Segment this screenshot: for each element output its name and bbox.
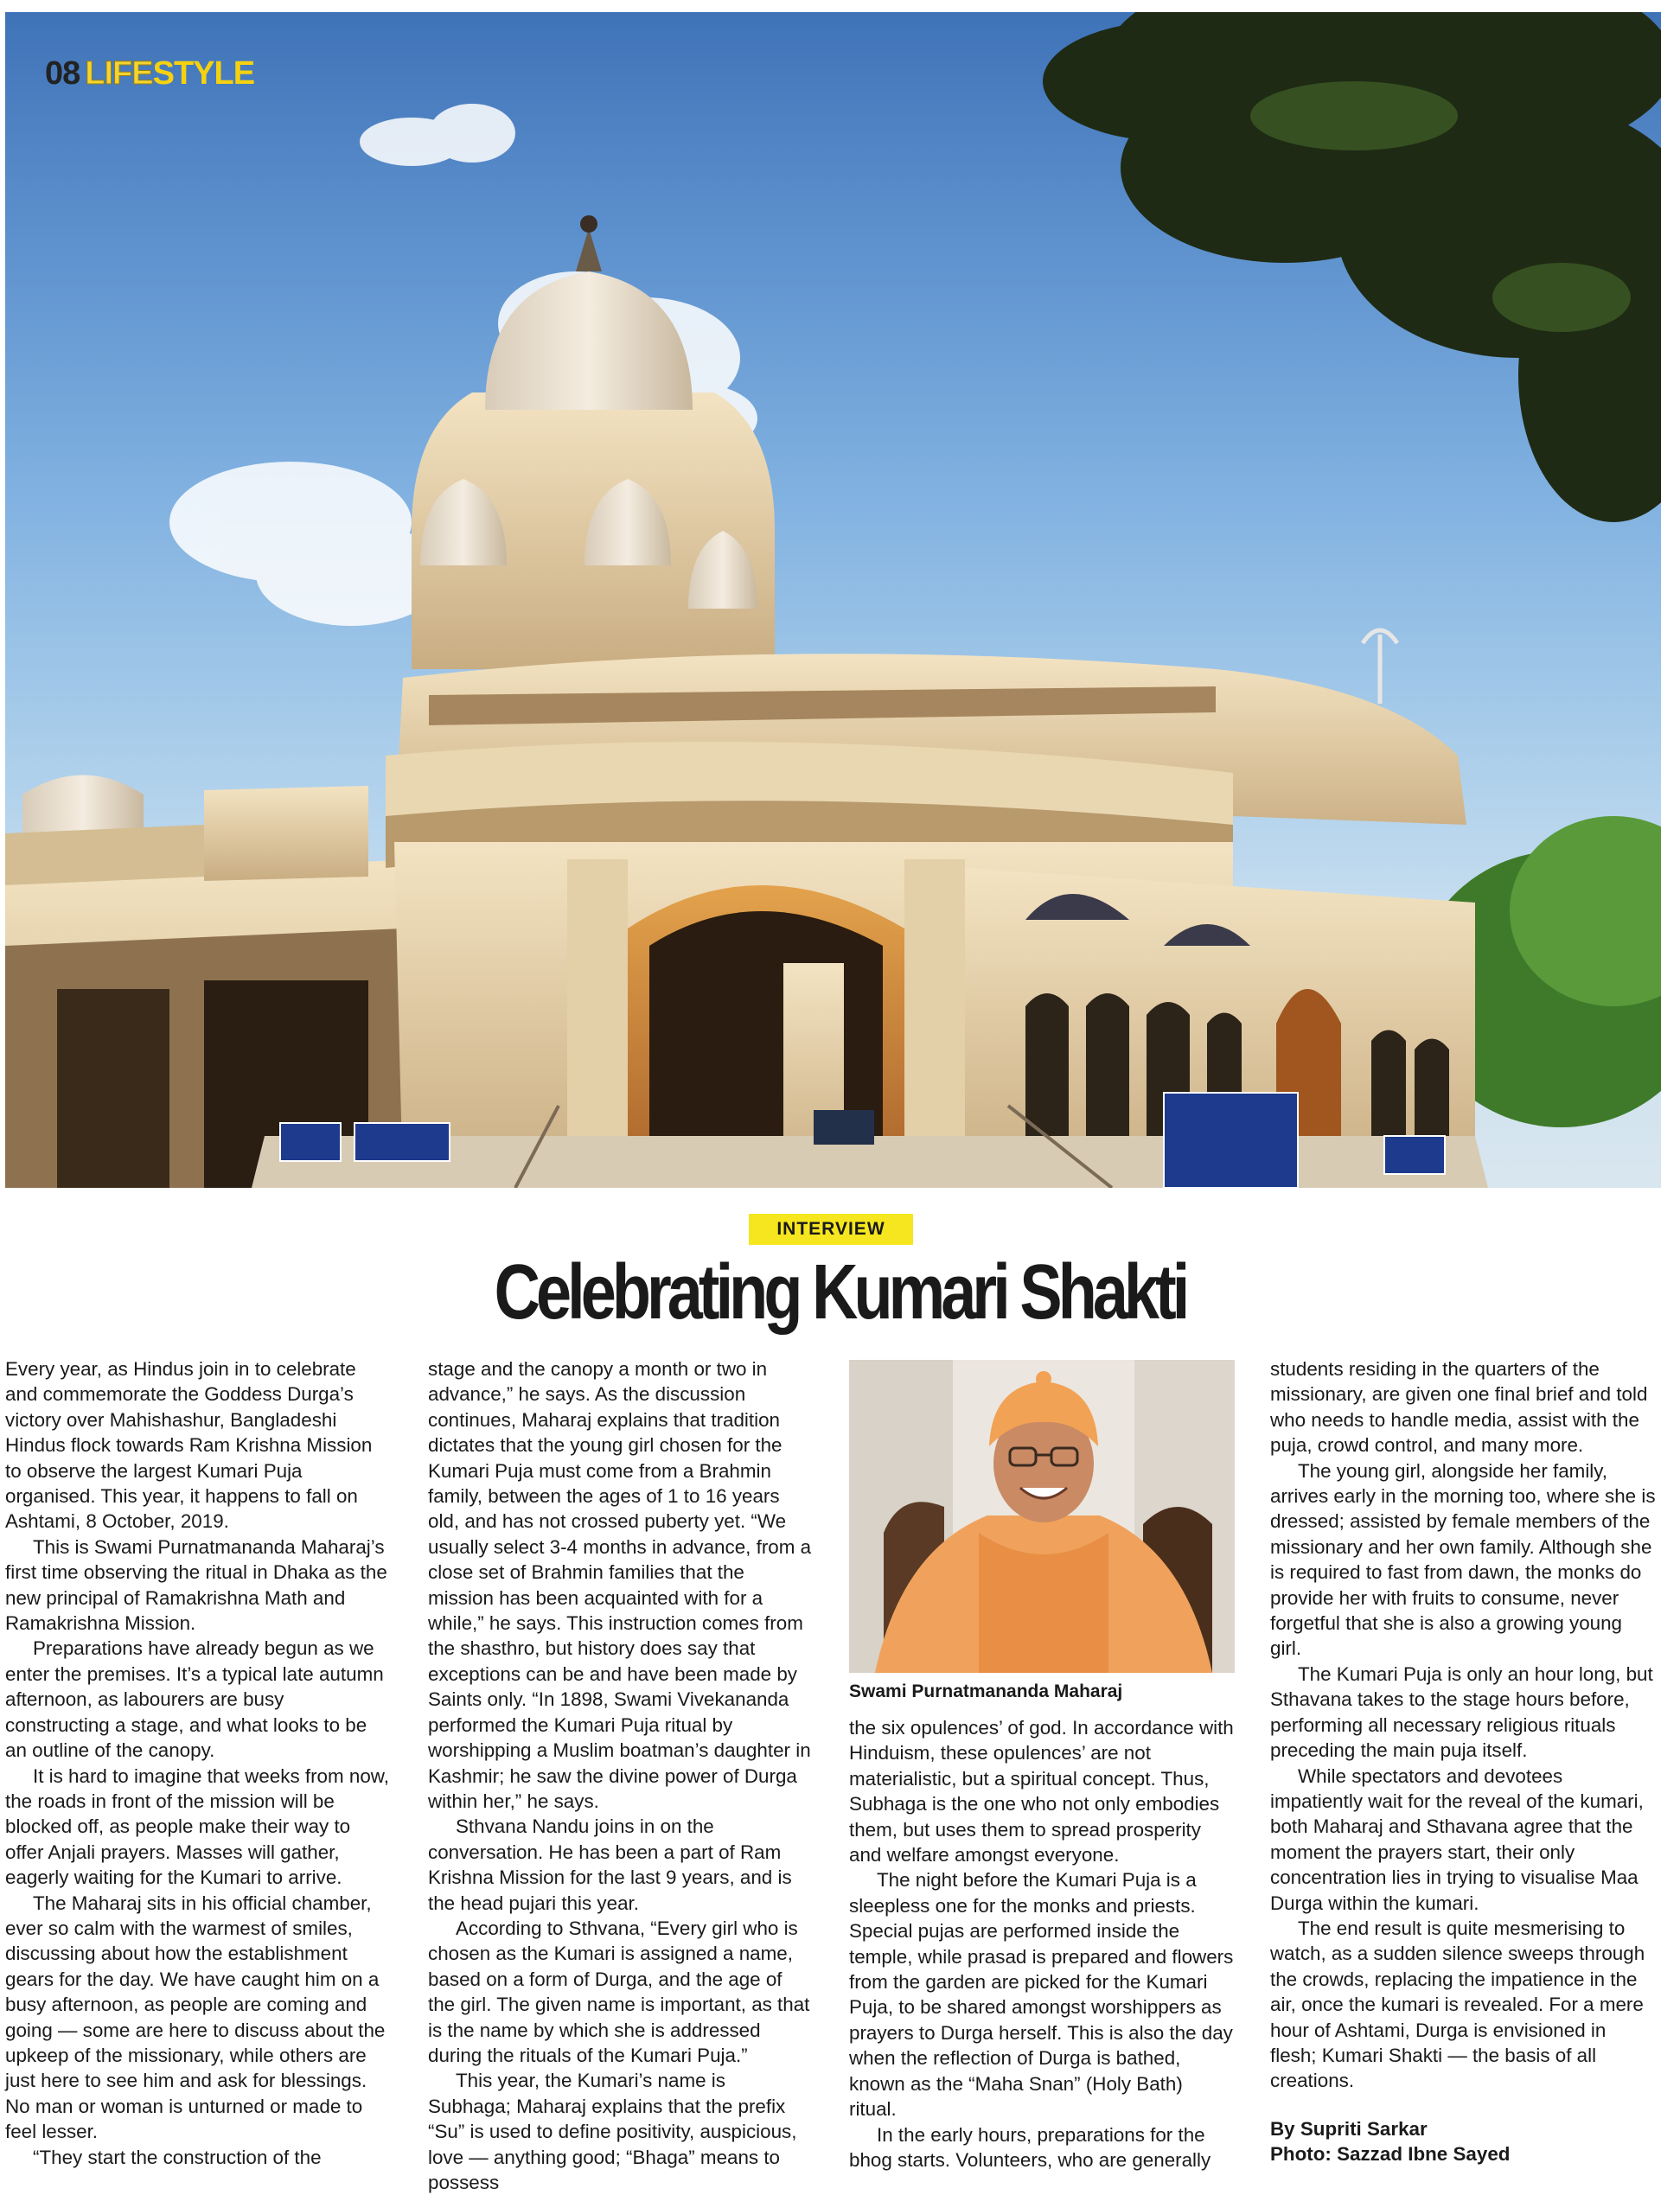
temple-photo xyxy=(5,12,1661,1188)
paragraph: The night before the Kumari Puja is a sleepless one for the monks and priests. Special pujas are performed inside the temple, while prasad is prepared and flowers from the garden are picked for the Kumari Puja, to be shared amongst worshippers as prayers to Durga herself. This is also the day when the reflection of Durga is bathed, known as the “Maha Snan” (Holy Bath) ritual. xyxy=(849,1869,1234,2121)
headline: Celebrating Kumari Shakti xyxy=(494,1249,1186,1336)
paragraph: students residing in the quarters of the missionary, are given one final brief and told who needs to handle media, assist with the puja, crowd control, and many more. xyxy=(1270,1358,1648,1457)
portrait-illustration xyxy=(849,1360,1235,1673)
paragraph: According to Sthvana, “Every girl who is chosen as the Kumari is assigned a name, based on a form of Durga, and the age of the girl. The given name is important, as that is the name by which she is addressed during the rituals of the Kumari Puja.” xyxy=(428,1917,810,2066)
photo-credit: Photo: Sazzad Ibne Sayed xyxy=(1270,2143,1511,2166)
paragraph: This year, the Kumari’s name is Subhaga; Maharaj explains that the prefix “Su” is used to define positivity, auspicious, love — anything good; “Bhaga” means to possess xyxy=(428,2070,797,2193)
paragraph: In the early hours, preparations for the bhog starts. Volunteers, who are generally xyxy=(849,2123,1211,2171)
paragraph: The young girl, alongside her family, arrives early in the morning too, where she is dressed; assisted by female members of the missionary and her own family. Although she is required to fast from dawn, the monks do provide her with fruits to consume, never forgetful that she is also a growing young girl. xyxy=(1270,1459,1656,1660)
page-number: 08 xyxy=(45,55,80,92)
paragraph: stage and the canopy a month or two in advance,” he says. As the discussion continues, Maharaj explains that tradition dictates that the young girl chosen for the Kumari Puja must come from a Brahmin family, between the ages of 1 to 16 years old, and has not crossed puberty yet. “We usually select 3-4 months in advance, from a close set of Brahmin families that the mission has been acquainted with for a while,” he says. This instruction comes from the shasthro, but history does say that exceptions can be and have been made by Saints only. “In 1898, Swami Vivekananda performed the Kumari Puja ritual by worshipping a Muslim boatman’s daughter in Kashmir; he saw the divine power of Durga within her,” he says. xyxy=(428,1358,812,1812)
section-kicker: INTERVIEW xyxy=(749,1214,913,1245)
article-column-3 xyxy=(849,1715,1234,2173)
paragraph: The Kumari Puja is only an hour long, but Sthavana takes to the stage hours before, performing all necessary religious rituals preceding the main puja itself. xyxy=(1270,1662,1653,1762)
article-column-2 xyxy=(428,1356,813,2195)
paragraph: This is Swami Purnatmananda Maharaj’s first time observing the ritual in Dhaka as the new principal of Ramakrishna Math and Ramakrishna Mission. xyxy=(5,1535,387,1635)
paragraph: Every year, as Hindus join in to celebrate and commemorate the Goddess Durga’s victory over Mahishashur, Bangladeshi Hindus flock towards Ram Krishna Mission to observe the largest Kumari Puja organised. This year, it happens to fall on Ashtami, 8 October, 2019. xyxy=(5,1358,373,1533)
portrait-photo xyxy=(849,1360,1235,1673)
article-column-1 xyxy=(5,1356,393,2170)
paragraph: Preparations have already begun as we enter the premises. It’s a typical late autumn afternoon, as labourers are busy constructing a stage, and what looks to be an outline of the canopy. xyxy=(5,1637,384,1762)
page-folio xyxy=(45,55,254,93)
paragraph: It is hard to imagine that weeks from now, the roads in front of the mission will be blocked off, as people make their way to offer Anjali prayers. Masses will gather, eagerly waiting for the Kumari to arrive. xyxy=(5,1764,389,1889)
paragraph: “They start the construction of the xyxy=(33,2146,322,2168)
paragraph: The end result is quite mesmerising to watch, as a sudden silence sweeps through the crowds, replacing the impatience in the air, once the kumari is revealed. For a mere hour of Ashtami, Durga is envisioned in flesh; Kumari Shakti — the basis of all creations. xyxy=(1270,1917,1645,2092)
photo-caption: Swami Purnatmananda Maharaj xyxy=(849,1681,1123,1701)
temple-illustration xyxy=(5,12,1661,1188)
section-name-part2: STYLE xyxy=(152,55,255,92)
byline xyxy=(1270,2116,1658,2167)
paragraph: Sthvana Nandu joins in on the conversation. He has been a part of Ram Krishna Mission for the last 9 years, and is the head pujari this year. xyxy=(428,1815,792,1914)
paragraph: The Maharaj sits in his official chamber, ever so calm with the warmest of smiles, discussing about how the establishment gears for the day. We have caught him on a busy afternoon, as people are coming and going — some are here to discuss about the upkeep of the missionary, while others are just here to see him and ask for blessings. No man or woman is unturned or made to feel lesser. xyxy=(5,1892,386,2143)
section-name-part1: LIFE xyxy=(85,55,153,92)
paragraph: While spectators and devotees impatiently wait for the reveal of the kumari, both Maharaj and Sthavana agree that the moment the prayers start, their only concentration lies in trying to visualise Maa Durga within the kumari. xyxy=(1270,1764,1644,1914)
article-column-4 xyxy=(1270,1356,1658,2167)
author-credit: By Supriti Sarkar xyxy=(1270,2117,1428,2140)
paragraph: the six opulences’ of god. In accordance with Hinduism, these opulences’ are not materialistic, but a spiritual concept. Thus, Subhaga is the one who not only embodies them, but uses them to spread prosperity and welfare amongst everyone. xyxy=(849,1717,1234,1866)
